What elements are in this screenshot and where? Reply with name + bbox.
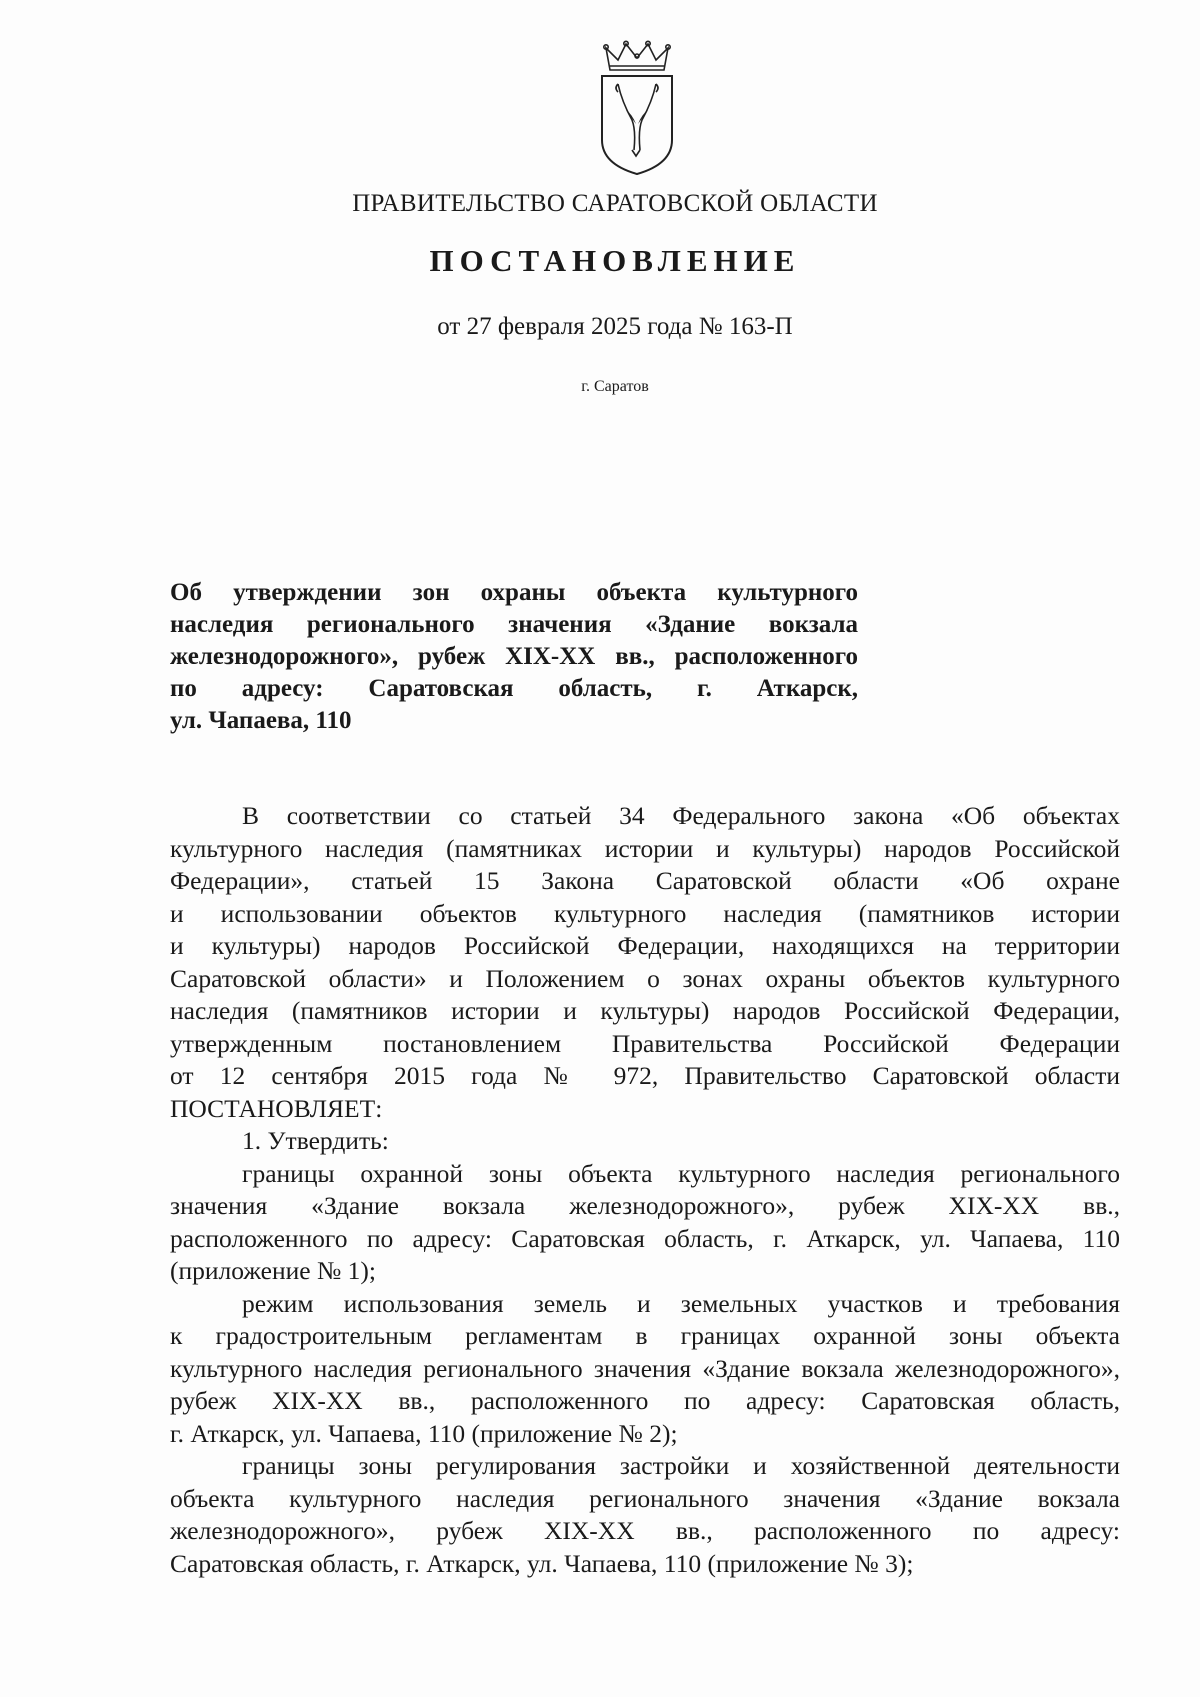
body-line: объекта культурного наследия регионального значения «Здание вокзала (170, 1483, 1120, 1513)
body-line: границы зоны регулирования застройки и хозяйственной деятельности (242, 1451, 1120, 1480)
document-date-number: от 27 февраля 2025 года № 163-П (437, 313, 793, 340)
body-line: Федерации», статьей 15 Закона Саратовской области «Об охране (170, 866, 1120, 895)
body-line: железнодорожного», рубеж XIX-XX вв., расположенного по адресу: (170, 1516, 1120, 1545)
coat-of-arms-emblem (596, 40, 678, 178)
government-title: ПРАВИТЕЛЬСТВО САРАТОВСКОЙ ОБЛАСТИ (352, 190, 878, 217)
body-line: г. Аткарск, ул. Чапаева, 110 (приложение № 2); (170, 1418, 678, 1448)
body-line: и использовании объектов культурного наследия (памятников истории (170, 898, 1120, 928)
body-line: наследия (памятников истории и культуры) народов Российской Федерации, (170, 996, 1120, 1025)
body-line: Саратовская область, г. Аткарск, ул. Чапаева, 110 (приложение № 3); (170, 1548, 914, 1578)
body-line: 1. Утвердить: (242, 1126, 389, 1155)
subject-line: железнодорожного», рубеж XIX-XX вв., расположенного (170, 643, 858, 670)
body-line: границы охранной зоны объекта культурного наследия регионального (242, 1158, 1120, 1188)
document-type: ПОСТАНОВЛЕНИЕ (429, 243, 801, 278)
body-line: от 12 сентября 2015 года № 972, Правительство Саратовской области (170, 1061, 1120, 1090)
body-line: (приложение № 1); (170, 1256, 376, 1285)
body-line: культурного наследия (памятниках истории и культуры) народов Российской (170, 833, 1120, 863)
subject-line: Об утверждении зон охраны объекта культурного (170, 579, 858, 606)
document-city: г. Саратов (581, 378, 649, 395)
document-body (170, 800, 1120, 1580)
subject-line: наследия регионального значения «Здание вокзала (170, 611, 858, 638)
body-line: культурного наследия регионального значения «Здание вокзала железнодорожного», (170, 1353, 1120, 1383)
body-line: Саратовской области» и Положением о зонах охраны объектов культурного (170, 963, 1120, 993)
body-line: значения «Здание вокзала железнодорожного», рубеж XIX-XX вв., (170, 1191, 1120, 1220)
body-line: утвержденным постановлением Правительства Российской Федерации (170, 1028, 1120, 1058)
subject-line: по адресу: Саратовская область, г. Аткарск, (170, 675, 858, 702)
body-line: расположенного по адресу: Саратовская область, г. Аткарск, ул. Чапаева, 110 (170, 1223, 1120, 1253)
subject-line: ул. Чапаева, 110 (170, 707, 352, 734)
body-line: В соответствии со статьей 34 Федерального закона «Об объектах (242, 801, 1120, 830)
body-line: к градостроительным регламентам в границах охранной зоны объекта (170, 1321, 1120, 1350)
document-subject (170, 577, 858, 737)
body-line: режим использования земель и земельных участков и требования (242, 1288, 1120, 1318)
body-line: ПОСТАНОВЛЯЕТ: (170, 1093, 383, 1123)
body-line: рубеж XIX-XX вв., расположенного по адресу: Саратовская область, (170, 1386, 1120, 1415)
body-line: и культуры) народов Российской Федерации, находящихся на территории (170, 931, 1120, 960)
